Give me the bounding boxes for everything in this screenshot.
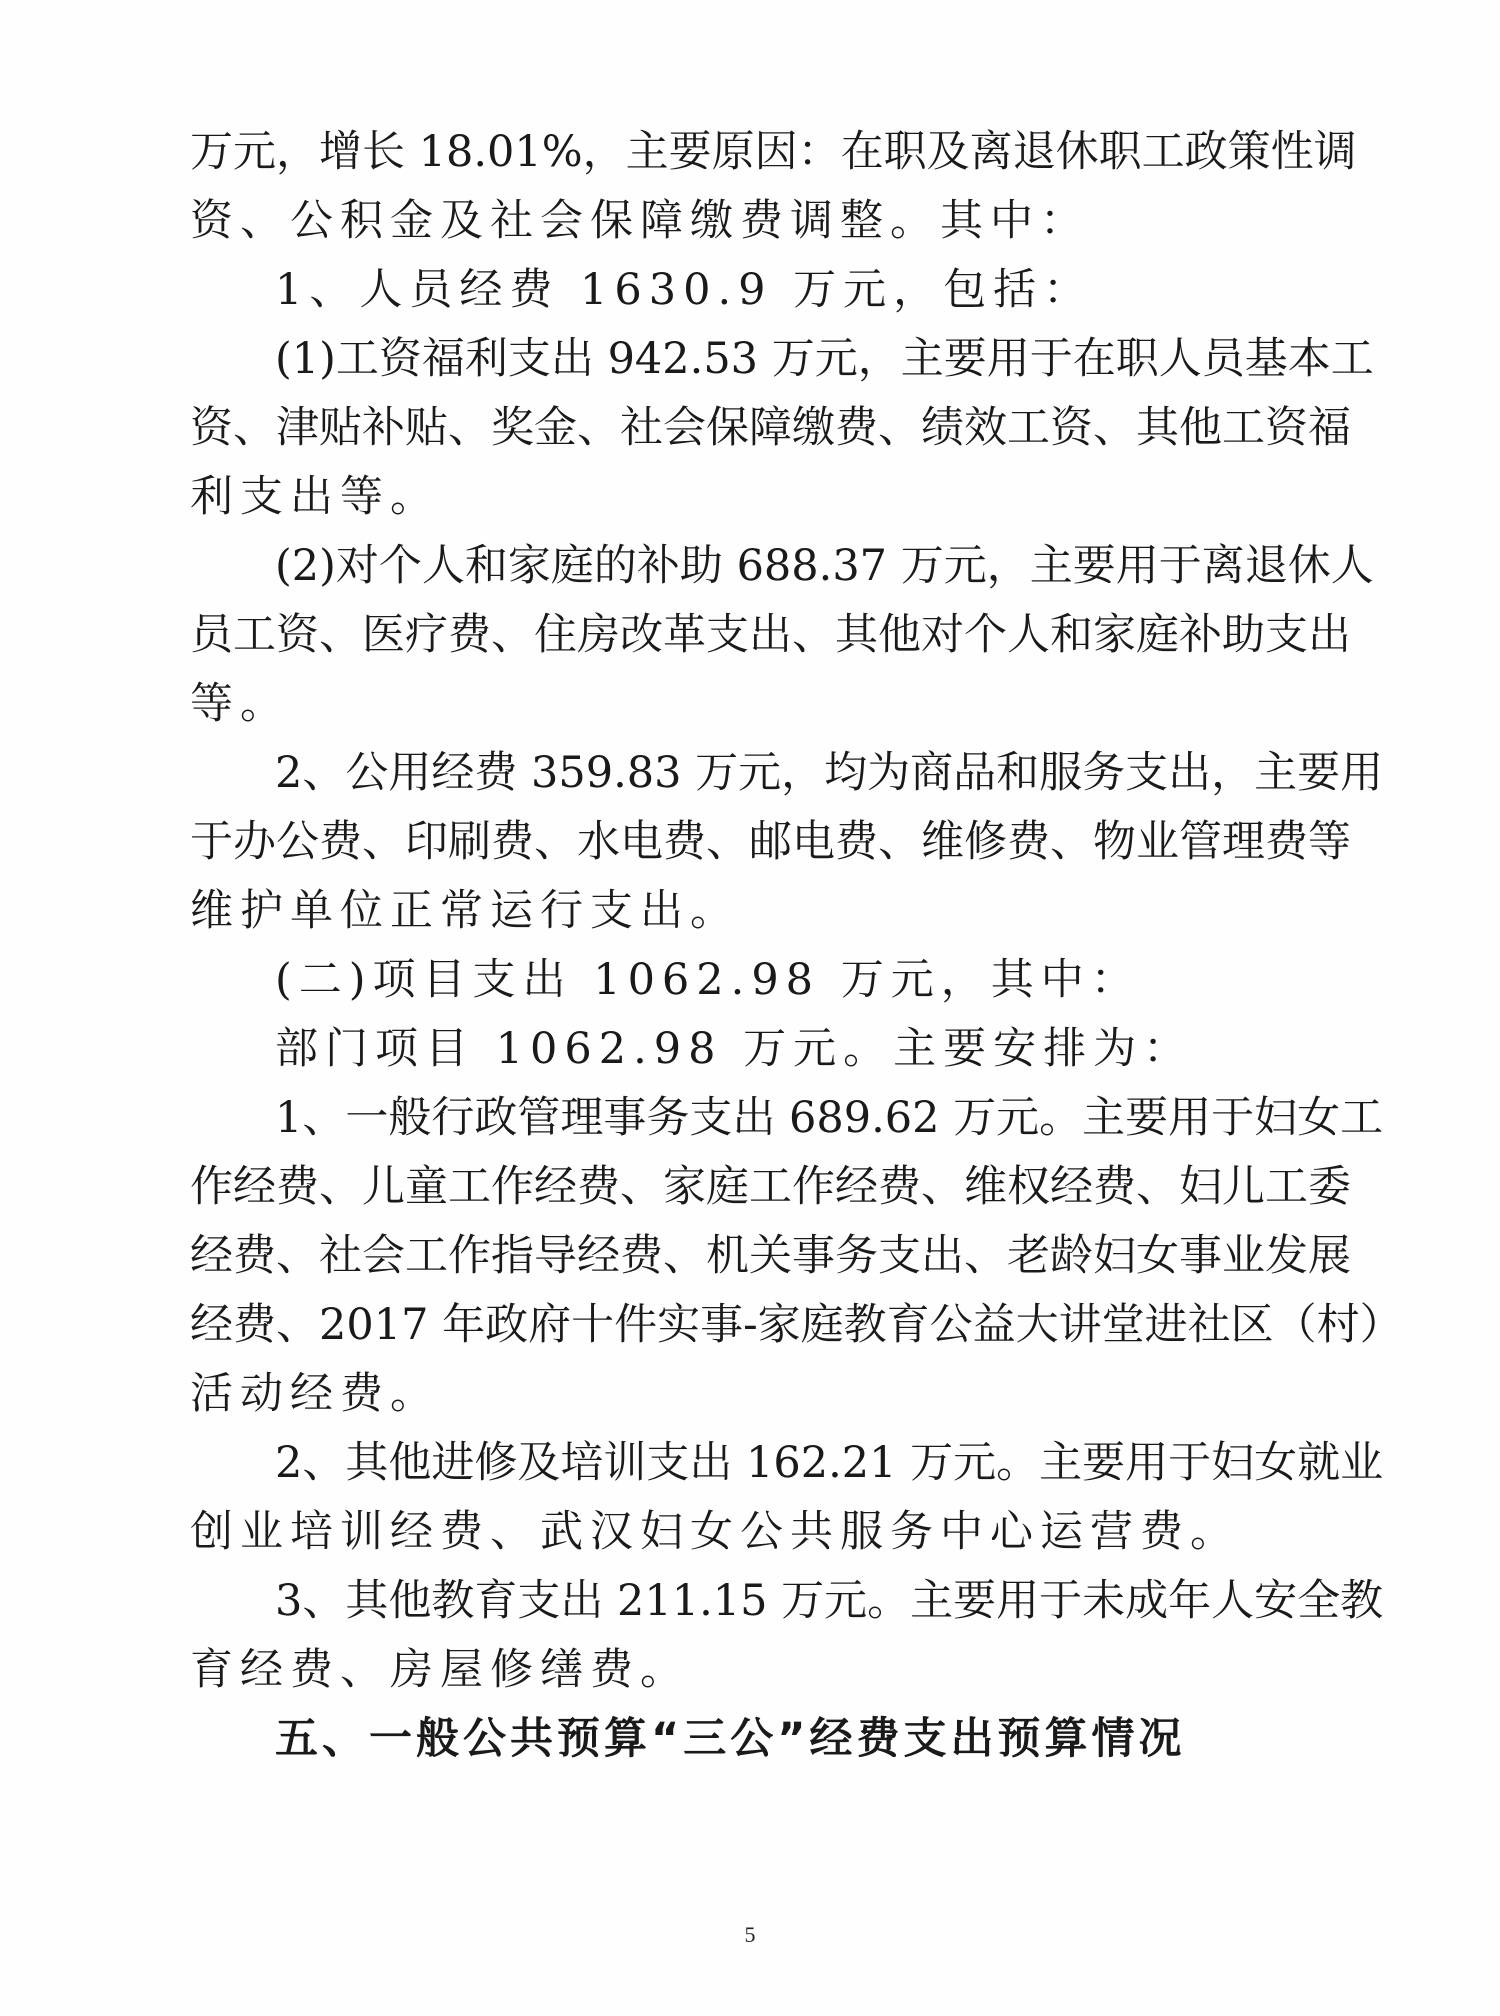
- paragraph-line: 员工资、医疗费、住房改革支出、其他对个人和家庭补助支出: [190, 610, 1351, 660]
- paragraph-line: 万元，增长 18.01%，主要原因：在职及离退休职工政策性调: [190, 127, 1357, 177]
- paragraph-line: 资、公积金及社会保障缴费调整。其中：: [190, 196, 1090, 246]
- paragraph-line: 1、一般行政管理事务支出 689.62 万元。主要用于妇女工: [275, 1093, 1384, 1143]
- paragraph-line: (二)项目支出 1062.98 万元，其中：: [275, 955, 1141, 1005]
- paragraph-line: 3、其他教育支出 211.15 万元。主要用于未成年人安全教: [275, 1576, 1384, 1626]
- section-heading: 五、一般公共预算“三公”经费支出预算情况: [275, 1714, 1186, 1764]
- paragraph-line: 经费、社会工作指导经费、机关事务支出、老龄妇女事业发展: [190, 1231, 1351, 1281]
- paragraph-line: 创业培训经费、武汉妇女公共服务中心运营费。: [190, 1507, 1240, 1557]
- paragraph-line: (2)对个人和家庭的补助 688.37 万元，主要用于离退休人: [275, 541, 1374, 591]
- paragraph-line: 作经费、儿童工作经费、家庭工作经费、维权经费、妇儿工委: [190, 1162, 1351, 1212]
- paragraph-line: 维护单位正常运行支出。: [190, 886, 740, 936]
- page-number: 5: [744, 1922, 756, 1947]
- paragraph-line: 活动经费。: [190, 1369, 440, 1419]
- paragraph-line: 部门项目 1062.98 万元。主要安排为：: [275, 1024, 1194, 1074]
- paragraph-line: 2、公用经费 359.83 万元，均为商品和服务支出，主要用: [275, 748, 1384, 798]
- paragraph-line: 育经费、房屋修缮费。: [190, 1645, 690, 1695]
- paragraph-line: 1、人员经费 1630.9 万元，包括：: [275, 265, 1094, 315]
- paragraph-line: 经费、2017 年政府十件实事-家庭教育公益大讲堂进社区（村）: [190, 1300, 1403, 1350]
- paragraph-line: 资、津贴补贴、奖金、社会保障缴费、绩效工资、其他工资福: [190, 403, 1351, 453]
- paragraph-line: 于办公费、印刷费、水电费、邮电费、维修费、物业管理费等: [190, 817, 1351, 867]
- paragraph-line: (1)工资福利支出 942.53 万元，主要用于在职人员基本工: [275, 334, 1374, 384]
- paragraph-line: 2、其他进修及培训支出 162.21 万元。主要用于妇女就业: [275, 1438, 1384, 1488]
- paragraph-line: 等。: [190, 679, 290, 729]
- paragraph-line: 利支出等。: [190, 472, 440, 522]
